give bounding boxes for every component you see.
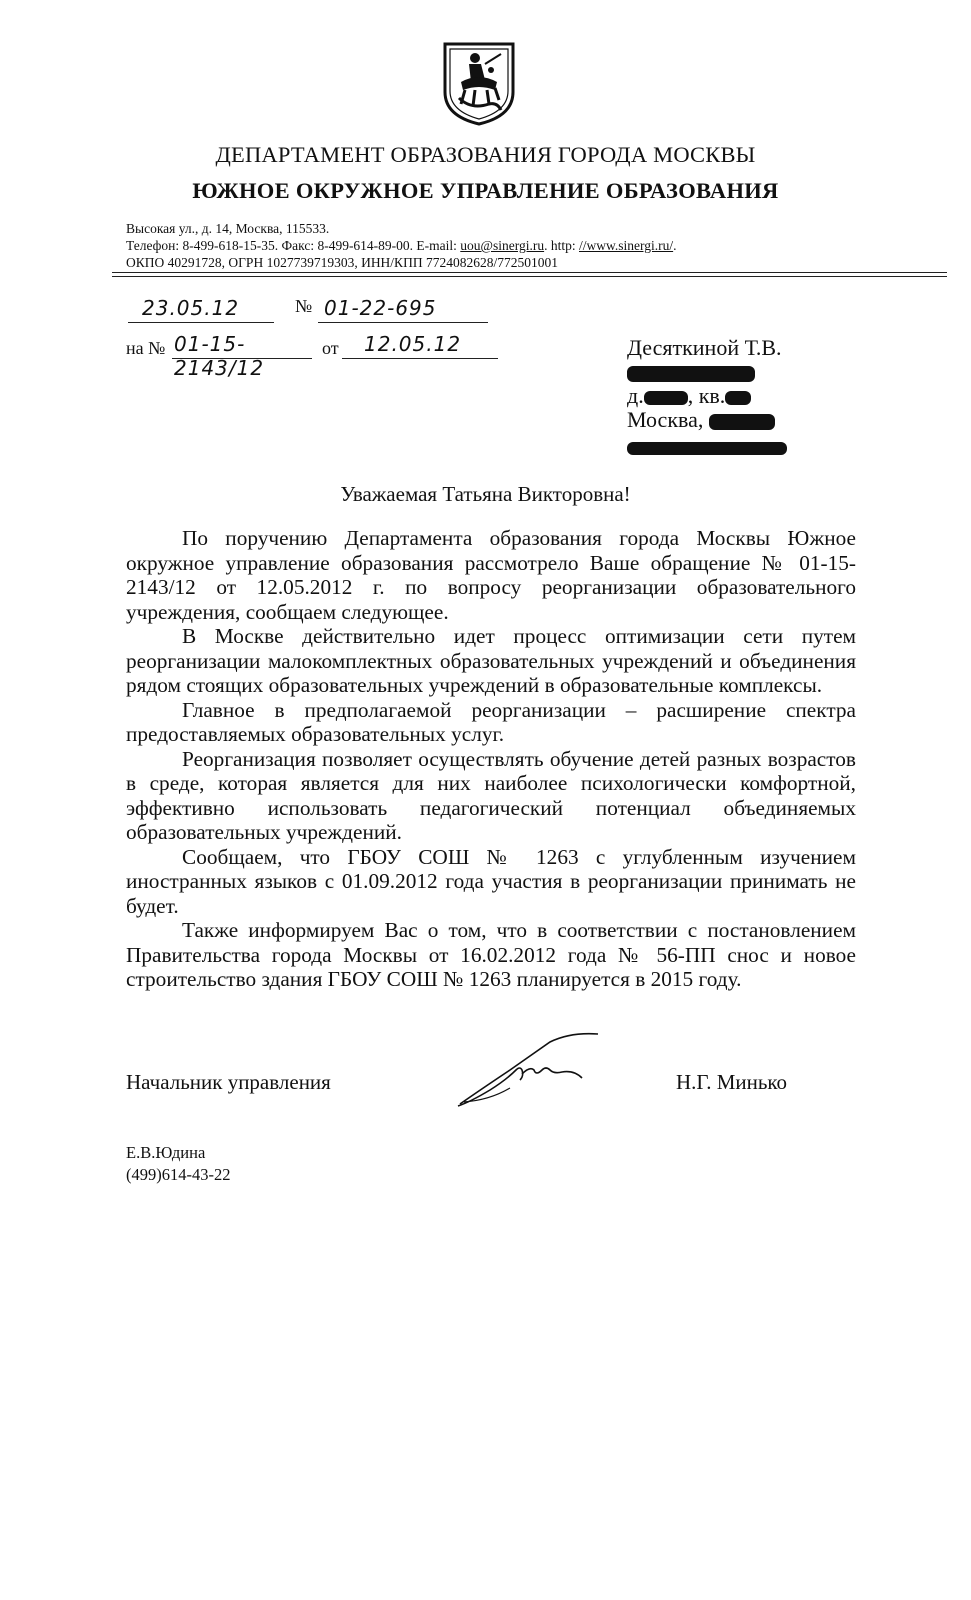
executor-block bbox=[126, 1142, 230, 1186]
city-label: Москва, bbox=[627, 407, 704, 432]
incoming-date: 12.05.12 bbox=[364, 332, 462, 356]
incoming-number-field bbox=[172, 330, 312, 380]
house-label: д. bbox=[627, 383, 644, 408]
salutation: Уважаемая Татьяна Викторовна! bbox=[340, 482, 631, 506]
handwritten-signature bbox=[450, 1030, 610, 1110]
paragraph: Реорганизация позволяет осуществлять обучение детей разных возрастов в среде, которая является для них наиболее психологически комфортной, эффективно использовать педагогический потенциал объединяемых образовательных учреждений. bbox=[126, 746, 856, 844]
address-line: Высокая ул., д. 14, Москва, 115533. bbox=[126, 221, 330, 236]
paragraph: Также информируем Вас о том, что в соответствии с постановлением Правительства города Москвы от 16.02.2012 года № 56-ПП снос и новое строительство здания ГБОУ СОШ № 1263 планируется в 2015 году. bbox=[126, 918, 856, 991]
outgoing-date: 23.05.12 bbox=[142, 296, 240, 320]
website-suffix: . bbox=[673, 238, 677, 253]
office-name: ЮЖНОЕ ОКРУЖНОЕ УПРАВЛЕНИЕ ОБРАЗОВАНИЯ bbox=[192, 178, 779, 203]
number-label: № bbox=[295, 296, 313, 316]
department-name: ДЕПАРТАМЕНТ ОБРАЗОВАНИЯ ГОРОДА МОСКВЫ bbox=[215, 142, 756, 167]
website-link[interactable]: //www.sinergi.ru/ bbox=[579, 238, 674, 253]
outgoing-number-field bbox=[318, 292, 488, 323]
paragraph: В Москве действительно идет процесс оптимизации сети путем реорганизации малокомплектных образовательных учреждений и объединения рядом стоящих образовательных учреждений в образовательные комплексы. bbox=[126, 624, 856, 697]
outgoing-date-field bbox=[128, 292, 274, 323]
city-line bbox=[627, 408, 787, 432]
house-line bbox=[627, 384, 787, 408]
incoming-label: на № bbox=[126, 338, 166, 358]
paragraph: Сообщаем, что ГБОУ СОШ № 1263 с углубленным изучением иностранных языков с 01.09.2012 года участия в реорганизации принимать не будет. bbox=[126, 844, 856, 918]
addressee-name: Десяткиной Т.В. bbox=[627, 335, 782, 360]
email-link[interactable]: uou@sinergi.ru bbox=[460, 238, 545, 253]
registry-codes: ОКПО 40291728, ОГРН 1027739719303, ИНН/КПП 7724082628/772501001 bbox=[126, 255, 558, 270]
contact-block bbox=[126, 220, 677, 271]
incoming-date-field bbox=[342, 330, 498, 359]
paragraph: По поручению Департамента образования города Москвы Южное окружное управление образования рассмотрело Ваше обращение № 01-15-2143/12 от 12.05.2012 г. по вопросу реорганизации образовательного учреждения, сообщаем следующее. bbox=[126, 526, 856, 624]
executor-phone: (499)614-43-22 bbox=[126, 1165, 231, 1184]
redaction-mark bbox=[725, 391, 751, 405]
phone-line bbox=[126, 237, 677, 254]
redaction-mark bbox=[644, 391, 688, 405]
executor-name: Е.В.Юдина bbox=[126, 1143, 206, 1162]
paragraph: Главное в предполагаемой реорганизации – расширение спектра предоставляемых образовательных услуг. bbox=[126, 697, 856, 746]
moscow-coat-of-arms-icon bbox=[441, 40, 517, 126]
header-rule-bottom bbox=[112, 276, 947, 277]
addressee-block bbox=[627, 336, 787, 456]
outgoing-number: 01-22-695 bbox=[324, 296, 437, 320]
signatory-name: Н.Г. Минько bbox=[676, 1070, 788, 1094]
incoming-number: 01-15-2143/12 bbox=[174, 332, 265, 380]
from-label: от bbox=[322, 338, 339, 358]
redacted-street bbox=[627, 360, 787, 384]
letter-body bbox=[126, 526, 856, 992]
signatory-title: Начальник управления bbox=[126, 1070, 331, 1094]
apartment-label: , кв. bbox=[687, 383, 726, 408]
http-label: . http: bbox=[544, 238, 579, 253]
redaction-mark bbox=[709, 414, 775, 430]
redacted-email bbox=[627, 432, 787, 456]
redaction-mark bbox=[627, 366, 755, 382]
header-rule-top bbox=[112, 272, 947, 273]
phone-fax-text: Телефон: 8-499-618-15-35. Факс: 8-499-614-89-00. E-mail: bbox=[126, 238, 461, 253]
redaction-mark bbox=[627, 442, 787, 455]
